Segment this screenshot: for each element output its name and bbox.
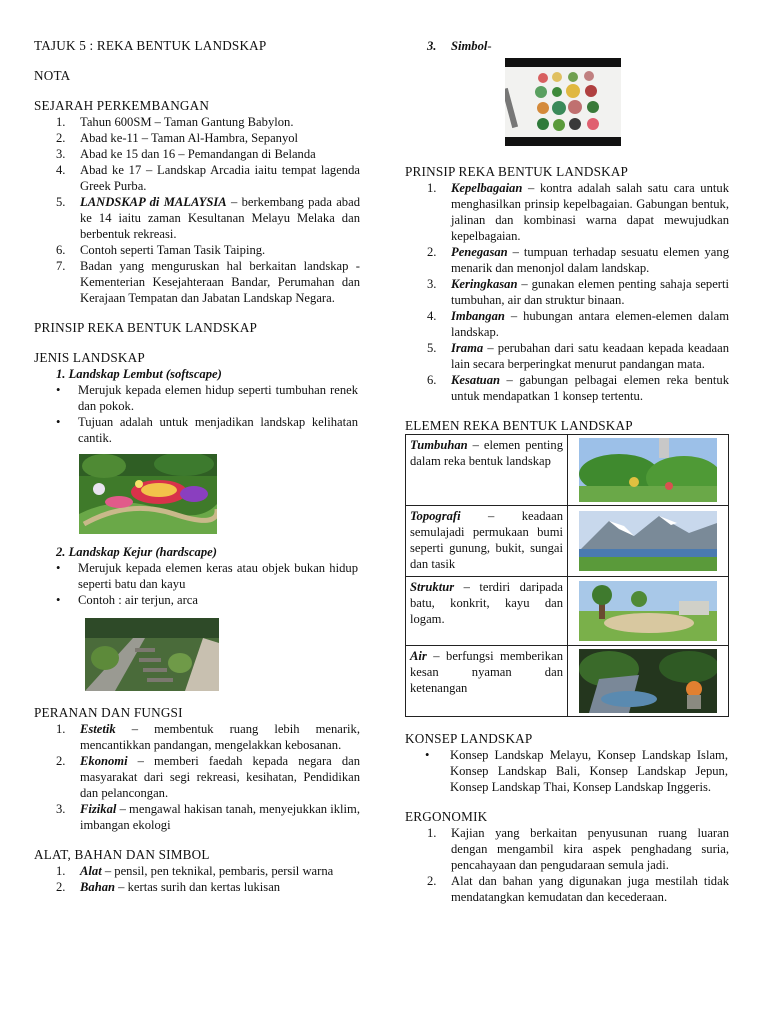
bullet-dot: • (56, 415, 61, 429)
item-text: Penegasan – tumpuan terhadap sesuatu elemen yang menarik dan menonjol dalam landskap. (451, 245, 729, 275)
item-text: Imbangan – hubungan antara elemen-elemen dalam landskap. (451, 309, 729, 339)
alat-item (34, 879, 360, 895)
elemen-row (406, 506, 729, 577)
elemen-description: Tumbuhan – elemen penting dalam reka bentuk landskap (406, 435, 568, 506)
elemen-image-cell (568, 577, 729, 646)
peranan-heading: PERANAN DAN FUNGSI (34, 705, 183, 720)
item-number: 5. (427, 341, 437, 355)
item-number: 4. (56, 163, 66, 177)
item-number: 2. (427, 874, 437, 888)
sejarah-item (34, 130, 360, 146)
hardscape-image (85, 618, 219, 691)
elemen-photo (568, 649, 728, 713)
page-title: TAJUK 5 : REKA BENTUK LANDSKAP (34, 38, 267, 53)
peranan-item (34, 721, 360, 753)
landscape-symbols-image (505, 58, 621, 146)
elemen-photo (568, 511, 728, 571)
bullet-text: Contoh : air terjun, arca (78, 593, 198, 607)
bullet-text: Merujuk kepada elemen hidup seperti tumbuhan renek dan pokok. (78, 383, 358, 413)
elemen-image-cell (568, 435, 729, 506)
elemen-image-cell (568, 646, 729, 717)
item-text: Tahun 600SM – Taman Gantung Babylon. (80, 115, 294, 129)
prinsip-heading-right: PRINSIP REKA BENTUK LANDSKAP (405, 164, 629, 179)
peranan-item (34, 801, 360, 833)
konsep-bullet: • Konsep Landskap Melayu, Konsep Landskap Islam, Konsep Landskap Bali, Konsep Landskap Jepun, Konsep Landskap Thai, Konsep Landskap Inggeris. (425, 748, 728, 794)
elemen-photo (568, 438, 728, 502)
item-label: Penegasan (451, 245, 508, 259)
alat-heading: ALAT, BAHAN DAN SIMBOL (34, 847, 210, 862)
elemen-row (406, 435, 729, 506)
sejarah-heading: SEJARAH PERKEMBANGAN (34, 98, 210, 113)
bullet-dot: • (56, 383, 61, 397)
ergonomik-heading: ERGONOMIK (405, 809, 488, 824)
item-text: Irama – perubahan dari satu keadaan kepada keadaan lain secara berperingkat menurut pandangan mata. (451, 341, 729, 371)
item-text: Kajian yang berkaitan penyusunan ruang luaran dengan mengambil kira aspek penghadang suria, pencahayaan dan pengudaraan semula jadi. (451, 826, 729, 872)
hardscape-title: 2. Landskap Kejur (hardscape) (56, 545, 217, 559)
item-text: Kesatuan – gabungan pelbagai elemen reka bentuk untuk mendapatkan 1 konsep tertentu. (451, 373, 729, 403)
item-number: 1. (56, 115, 66, 129)
sejarah-item (34, 258, 360, 306)
hardscape-bullet (34, 560, 360, 592)
elemen-heading: ELEMEN REKA BENTUK LANDSKAP (405, 418, 633, 433)
item-text: Abad ke-11 – Taman Al-Hambra, Sepanyol (80, 131, 299, 145)
simbol-item: 3. Simbol - (427, 39, 492, 53)
elemen-label: Air (410, 649, 427, 663)
item-label: Kepelbagaian (451, 181, 523, 195)
left-column (34, 38, 360, 895)
prinsip-heading-left: PRINSIP REKA BENTUK LANDSKAP (34, 320, 258, 335)
item-label: Imbangan (451, 309, 505, 323)
sejarah-item (34, 242, 360, 258)
item-text: Abad ke 15 dan 16 – Pemandangan di Belanda (80, 147, 316, 161)
bullet-text: Tujuan adalah untuk menjadikan landskap kelihatan cantik. (78, 415, 358, 445)
item-label: Bahan (80, 880, 116, 894)
item-number: 2. (56, 754, 66, 768)
item-number: 3. (56, 802, 66, 816)
item-text: Kepelbagaian – kontra adalah salah satu cara untuk menghasilkan prinsip kepelbagaian. Gabungan bentuk, jalinan dan kombinasi warna dapat mewujudkan kepelbagaian. (451, 181, 729, 243)
item-number: 6. (427, 373, 437, 387)
sejarah-item (34, 114, 360, 130)
item-label: Ekonomi (80, 754, 128, 768)
nota-heading: NOTA (34, 68, 71, 83)
item-text: Bahan – kertas surih dan kertas lukisan (80, 880, 281, 894)
jenis-heading: JENIS LANDSKAP (34, 350, 145, 365)
item-label: Fizikal (80, 802, 117, 816)
elemen-description: Struktur – terdiri daripada batu, konkrit, kayu dan logam. (406, 577, 568, 646)
hardscape-bullets (34, 560, 360, 608)
item-text: LANDSKAP di MALAYSIA – berkembang pada abad ke 14 iaitu zaman Kesultanan Melayu Melaka dan berbentuk rekreasi. (80, 195, 360, 241)
prinsip-item (405, 372, 730, 404)
item-label: Alat (80, 864, 102, 878)
softscape-title: 1. Landskap Lembut (softscape) (56, 367, 222, 381)
alat-list (34, 863, 360, 895)
right-column (405, 38, 730, 905)
item-number: 2. (56, 880, 66, 894)
sejarah-item (34, 194, 360, 242)
elemen-table (405, 434, 729, 717)
prinsip-item (405, 180, 730, 244)
prinsip-item (405, 340, 730, 372)
item-number: 2. (427, 245, 437, 259)
item-text: Estetik – membentuk ruang lebih menarik, mencantikkan pandangan, mengelakkan kebosanan. (80, 722, 360, 752)
elemen-photo (568, 581, 728, 641)
item-text: Badan yang menguruskan hal berkaitan landskap - Kementerian Kesejahteraan Bandar, Perumahan dan Kerajaan Tempatan dan Jabatan Landskap Negara. (80, 259, 360, 305)
bullet-dot: • (56, 593, 61, 607)
item-text: Alat – pensil, pen teknikal, pembaris, persil warna (80, 864, 334, 878)
item-text: Keringkasan – gunakan elemen penting sahaja seperti tumbuhan, air dan struktur binaan. (451, 277, 729, 307)
softscape-garden-image (79, 454, 217, 534)
item-label: Irama (451, 341, 484, 355)
elemen-image-cell (568, 506, 729, 577)
sejarah-list (34, 114, 360, 306)
item-label: Estetik (80, 722, 116, 736)
item-number: 1. (56, 722, 66, 736)
bullet-dot: • (56, 561, 61, 575)
item-text: Ekonomi – memberi faedah kepada negara dan masyarakat dari segi rekreasi, kesihatan, Pendidikan dan pelancongan. (80, 754, 360, 800)
konsep-heading: KONSEP LANDSKAP (405, 731, 533, 746)
item-text: Abad ke 17 – Landskap Arcadia iaitu tempat lagenda Greek Purba. (80, 163, 360, 193)
elemen-label: Topografi (410, 509, 461, 523)
item-number: 4. (427, 309, 437, 323)
elemen-label: Struktur (410, 580, 455, 594)
bullet-text: Merujuk kepada elemen keras atau objek bukan hidup seperti batu dan kayu (78, 561, 358, 591)
item-label: LANDSKAP di MALAYSIA (80, 195, 227, 209)
softscape-bullet (34, 414, 360, 446)
item-text: Contoh seperti Taman Tasik Taiping. (80, 243, 266, 257)
item-number: 3. (56, 147, 66, 161)
item-label: Keringkasan (451, 277, 518, 291)
item-number: 1. (427, 181, 437, 195)
item-text: Alat dan bahan yang digunakan juga mestilah tidak mendatangkan kemudatan dan kecederaan. (451, 874, 729, 904)
softscape-bullet (34, 382, 360, 414)
sejarah-item (34, 146, 360, 162)
sejarah-item (34, 162, 360, 194)
item-number: 6. (56, 243, 66, 257)
item-number: 5. (56, 195, 66, 209)
hardscape-bullet (34, 592, 360, 608)
peranan-list (34, 721, 360, 833)
elemen-row (406, 646, 729, 717)
elemen-description: Air – berfungsi memberikan kesan nyaman dan ketenangan (406, 646, 568, 717)
item-number: 1. (427, 826, 437, 840)
elemen-row (406, 577, 729, 646)
elemen-description: Topografi – keadaan semulajadi permukaan bumi seperti gunung, bukit, sungai dan tasik (406, 506, 568, 577)
elemen-label: Tumbuhan (410, 438, 468, 452)
item-number: 1. (56, 864, 66, 878)
prinsip-item (405, 276, 730, 308)
item-number: 2. (56, 131, 66, 145)
ergonomik-item (405, 873, 730, 905)
peranan-item (34, 753, 360, 801)
item-text: Fizikal – mengawal hakisan tanah, menyejukkan iklim, imbangan ekologi (80, 802, 360, 832)
item-label: Kesatuan (451, 373, 500, 387)
prinsip-list (405, 180, 730, 404)
prinsip-item (405, 308, 730, 340)
item-number: 7. (56, 259, 66, 273)
ergonomik-item (405, 825, 730, 873)
item-number: 3. (427, 277, 437, 291)
prinsip-item (405, 244, 730, 276)
softscape-bullets (34, 382, 360, 446)
ergonomik-list (405, 825, 730, 905)
alat-item (34, 863, 360, 879)
